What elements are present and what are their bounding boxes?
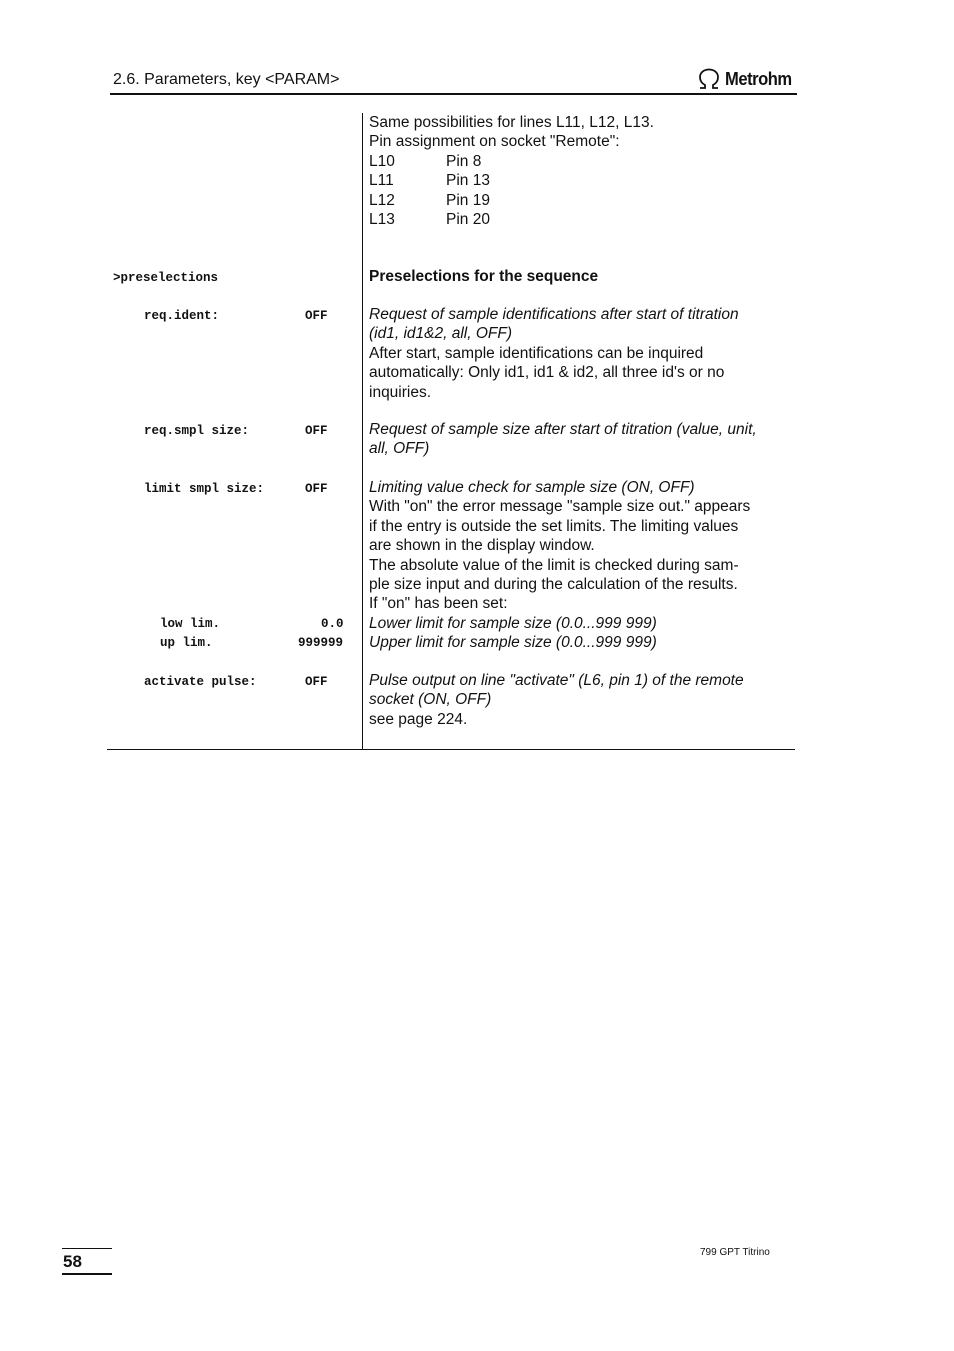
brand-name: Metrohm xyxy=(725,68,792,89)
param-low-lim-value: 0.0 xyxy=(321,617,344,631)
header-rule xyxy=(110,93,797,95)
pin-row: L13 Pin 20 xyxy=(369,211,490,229)
param-pulse-value: OFF xyxy=(305,675,328,689)
param-up-lim-label: up lim. xyxy=(160,636,213,650)
column-divider xyxy=(362,113,363,750)
page-number-rule xyxy=(62,1273,112,1275)
pin-row: L10 Pin 8 xyxy=(369,152,482,170)
param-req-smpl-label: req.smpl size: xyxy=(144,424,250,438)
param-up-lim-value: 999999 xyxy=(298,636,344,650)
req-smpl-description: Request of sample size after start of titration (value, unit, all, OFF) xyxy=(369,421,757,458)
text-line: Pin assignment on socket "Remote": xyxy=(369,133,620,151)
limit-description: Limiting value check for sample size (ON, OFF) With "on" the error message "sample size out." appears if the entry is outside the set limits. The limiting values are shown in the display window. The absolute value of the limit is checked during sam- ple size input and during the calculation of the results. If "on" has been set: Lower limit for sample size (0.0...999 999) Upper limit for sample size (0.0...999 999) xyxy=(369,479,751,652)
param-preselections: >preselections xyxy=(113,271,219,285)
table-bottom-rule xyxy=(107,749,795,750)
page-number: 58 xyxy=(63,1252,82,1271)
brand-logo xyxy=(697,67,798,91)
pin-row: L12 Pin 19 xyxy=(369,191,490,209)
running-header-title: 2.6. Parameters, key <PARAM> xyxy=(113,71,340,88)
param-req-smpl-value: OFF xyxy=(305,424,328,438)
section-heading: Preselections for the sequence xyxy=(369,268,599,285)
param-limit-label: limit smpl size: xyxy=(144,482,265,496)
text-line: Same possibilities for lines L11, L12, L13. xyxy=(369,114,654,131)
param-req-ident-value: OFF xyxy=(305,309,328,323)
param-low-lim-label: low lim. xyxy=(160,617,221,631)
product-name: 799 GPT Titrino xyxy=(700,1247,770,1258)
pin-assignment-block xyxy=(369,113,794,229)
param-limit-value: OFF xyxy=(305,482,328,496)
param-req-ident-label: req.ident: xyxy=(144,309,220,323)
req-ident-description: Request of sample identifications after start of titration (id1, id1&2, all, OFF) After start, sample identifications can be inquired automatically: Only id1, id1 & id2, all three id's or no inquiries. xyxy=(369,306,739,401)
page-number-top-rule xyxy=(62,1248,112,1249)
omega-icon xyxy=(697,68,721,90)
pin-row: L11 Pin 13 xyxy=(369,172,490,190)
param-pulse-label: activate pulse: xyxy=(144,675,257,689)
pulse-description: Pulse output on line "activate" (L6, pin 1) of the remote socket (ON, OFF) see page 224. xyxy=(369,672,744,728)
